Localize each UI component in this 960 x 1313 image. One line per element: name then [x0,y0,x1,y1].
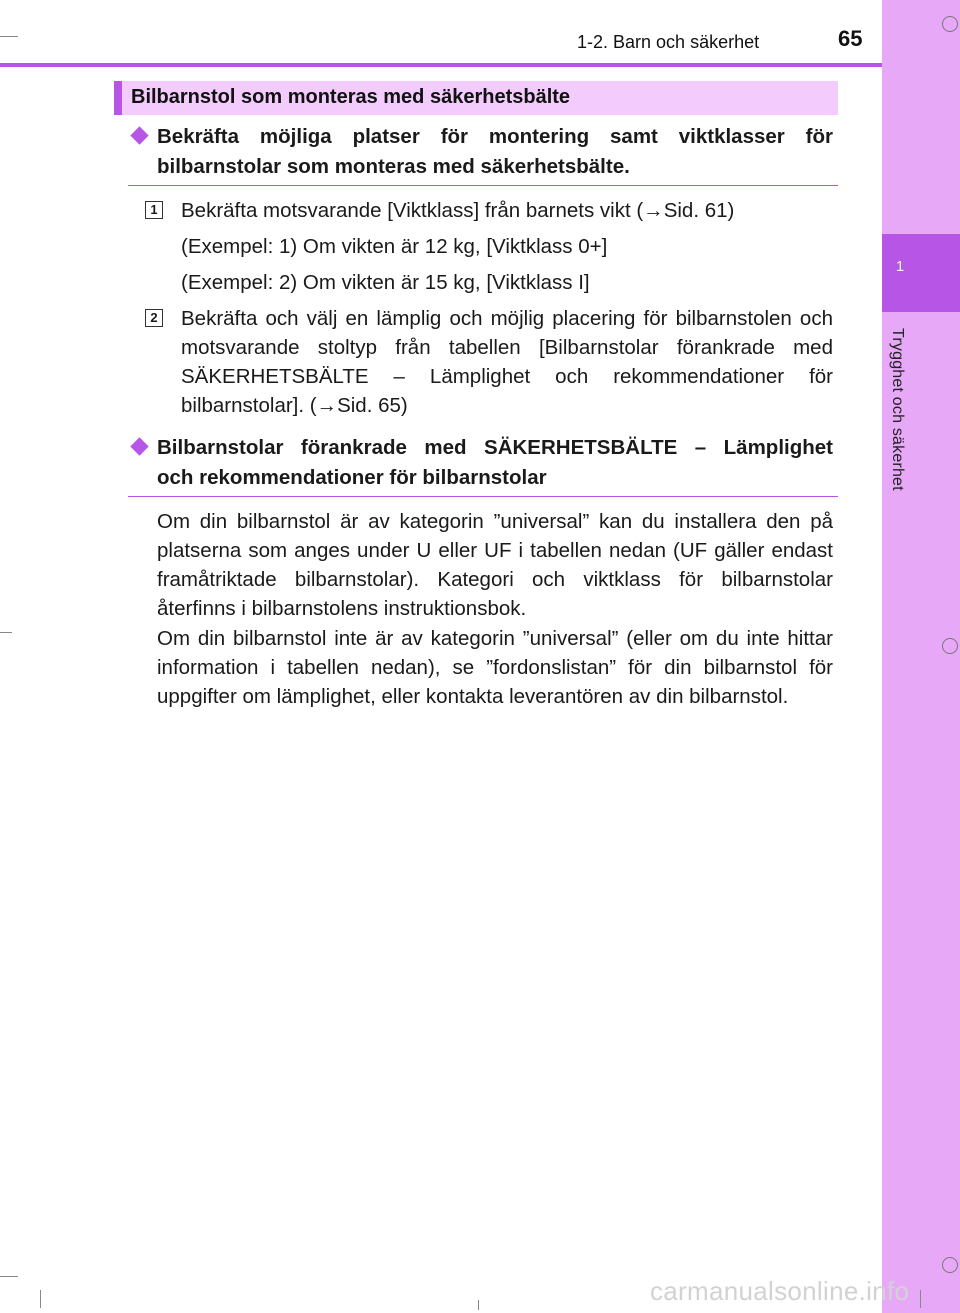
side-tab-strip [882,0,960,1313]
step-number-badge: 2 [145,309,163,327]
bullet1-heading-line2: bilbarnstolar som monteras med säkerhetsbälte. [157,155,630,178]
page-number: 65 [838,26,863,51]
bullet2-heading-line2: och rekommendationer för bilbarnstolar [157,466,547,489]
chapter-title: Trygghet och säkerhet [889,328,906,491]
step2-text: Bekräfta och välj en lämplig och möjlig placering för bilbarnstolen och motsvarande stoltyp från tabellen [Bilbarnstolar förankrade med SÄKERHETSBÄLTE – Lämplighet och rekommendationer för bilbarnstolar]. (→Sid. 65) [181,307,833,417]
section-title: Bilbarnstol som monteras med säkerhetsbälte [131,86,571,108]
diamond-bullet-icon [130,126,148,144]
step1-line1: Bekräfta motsvarande [Viktklass] från barnets vikt (→Sid. 61) [181,199,735,222]
bullet2-paragraph2: Om din bilbarnstol inte är av kategorin ”universal” (eller om du inte hittar information i tabellen nedan), se ”fordonslistan” för din bilbarnstol för uppgifter om lämplighet, eller kontakta leverantören av din bilbarnstol. [157,627,833,708]
crop-mark [920,1290,921,1308]
bullet2-paragraph1: Om din bilbarnstol är av kategorin ”universal” kan du installera den på platserna som anges under U eller UF i tabellen nedan (UF gäller endast framåtriktade bilbarnstolar). Kategori och viktklass för bilbarnstolar återfinns i bilbarnstolens instruktionsbok. [157,510,833,620]
bullet2-heading-line1: Bilbarnstolar förankrade med SÄKERHETSBÄLTE – Lämplighet [157,436,833,459]
crop-mark [478,1300,479,1310]
diamond-bullet-icon [130,437,148,455]
header-rule [0,63,882,67]
header-section-title: 1-2. Barn och säkerhet [577,32,760,52]
crop-mark [0,1276,18,1277]
registration-mark-icon [942,16,958,32]
chapter-number: 1 [895,258,905,275]
crop-mark [0,36,18,37]
bullet1-rule [128,185,838,186]
crop-mark [0,632,12,633]
registration-mark-icon [942,1257,958,1273]
bullet2-rule [128,496,838,497]
crop-mark [40,1290,41,1308]
step-number-badge: 1 [145,201,163,219]
section-title-bar [114,81,838,115]
bullet1-heading-line1: Bekräfta möjliga platser för montering samt viktklasser för [157,125,833,148]
watermark: carmanualsonline.info [650,1276,910,1306]
registration-mark-icon [942,638,958,654]
step1-example1: (Exempel: 1) Om vikten är 12 kg, [Viktklass 0+] [181,235,608,258]
step1-example2: (Exempel: 2) Om vikten är 15 kg, [Viktklass I] [181,271,590,294]
